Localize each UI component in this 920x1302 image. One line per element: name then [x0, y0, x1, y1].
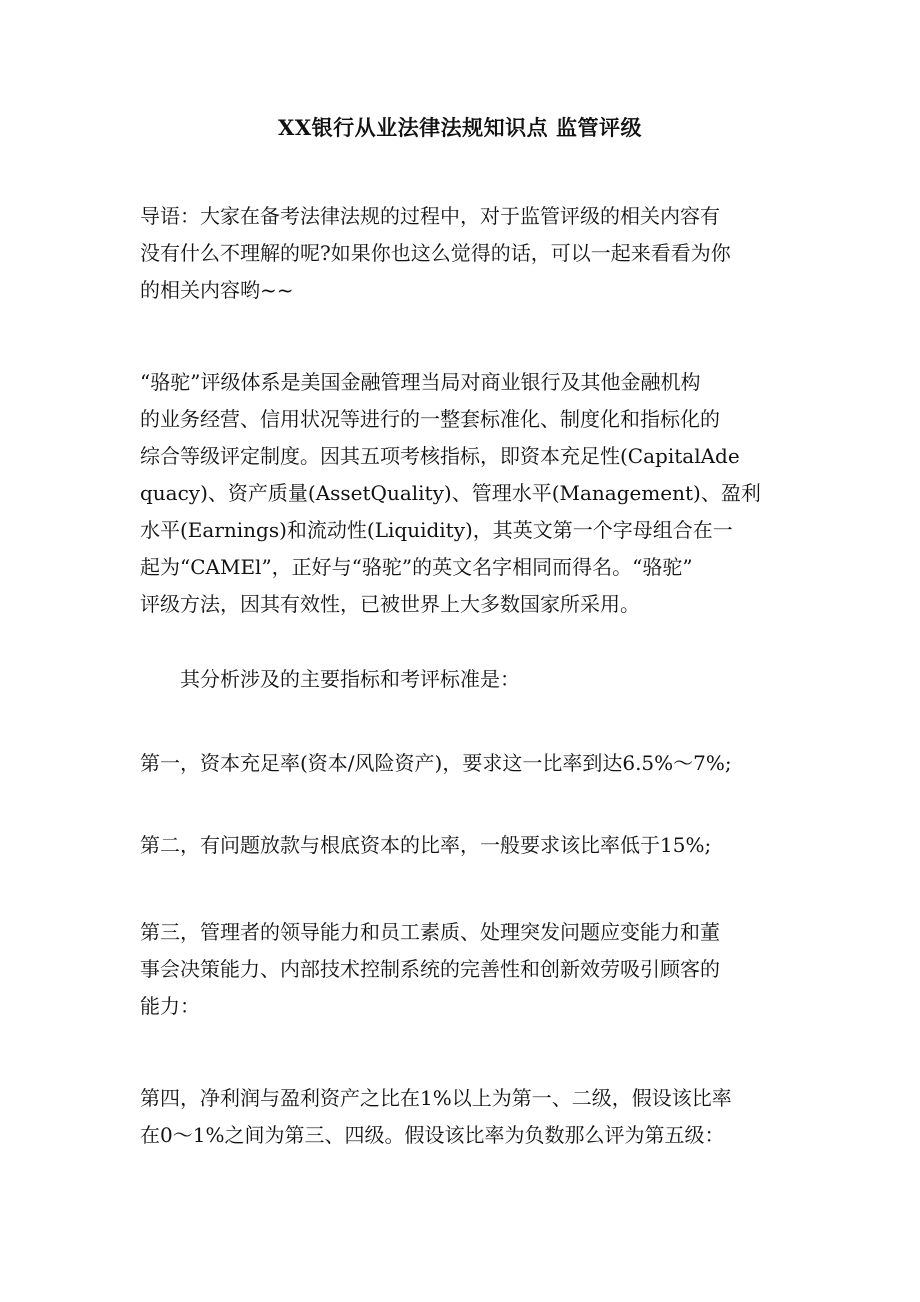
- document-title: XX银行从业法律法规知识点 监管评级: [278, 115, 642, 140]
- camel-line: 水平(Earnings)和流动性(Liquidity)，其英文第一个字母组合在一: [140, 518, 733, 542]
- criteria-item-4: [140, 1080, 782, 1154]
- criteria-line: 在0～1%之间为第三、四级。假设该比率为负数那么评为第五级：: [140, 1123, 725, 1147]
- criteria-item-2: [140, 827, 782, 864]
- camel-line: quacy)、资产质量(AssetQuality)、管理水平(Management)、盈利: [140, 481, 761, 505]
- intro-paragraph: [140, 198, 782, 309]
- camel-line: 综合等级评定制度。因其五项考核指标，即资本充足性(CapitalAde: [140, 444, 740, 468]
- criteria-item-1: [140, 745, 782, 782]
- intro-line: 导语：大家在备考法律法规的过程中，对于监管评级的相关内容有: [140, 204, 720, 228]
- criteria-line: 第一，资本充足率(资本/风险资产)，要求这一比率到达6.5%～7%;: [140, 751, 732, 775]
- criteria-line: 能力：: [140, 994, 200, 1018]
- criteria-line: 第三，管理者的领导能力和员工素质、处理突发问题应变能力和董: [140, 920, 720, 944]
- intro-line: 没有什么不理解的呢?如果你也这么觉得的话，可以一起来看看为你: [140, 241, 731, 265]
- camel-line: 起为“CAMEl”，正好与“骆驼”的英文名字相同而得名。“骆驼”: [140, 555, 693, 579]
- intro-line: 的相关内容哟~~: [140, 278, 294, 302]
- criteria-line: 第四，净利润与盈利资产之比在1%以上为第一、二级，假设该比率: [140, 1086, 732, 1110]
- criteria-line: 第二，有问题放款与根底资本的比率，一般要求该比率低于15%;: [140, 833, 712, 857]
- camel-line: “骆驼”评级体系是美国金融管理当局对商业银行及其他金融机构: [140, 370, 701, 394]
- camel-paragraph: [140, 364, 782, 623]
- criteria-item-3: [140, 914, 782, 1025]
- camel-line: 评级方法，因其有效性，已被世界上大多数国家所采用。: [140, 592, 640, 616]
- criteria-line: 事会决策能力、内部技术控制系统的完善性和创新效劳吸引顾客的: [140, 957, 720, 981]
- camel-line: 的业务经营、信用状况等进行的一整套标准化、制度化和指标化的: [140, 407, 720, 431]
- criteria-intro: 其分析涉及的主要指标和考评标准是：: [180, 667, 520, 691]
